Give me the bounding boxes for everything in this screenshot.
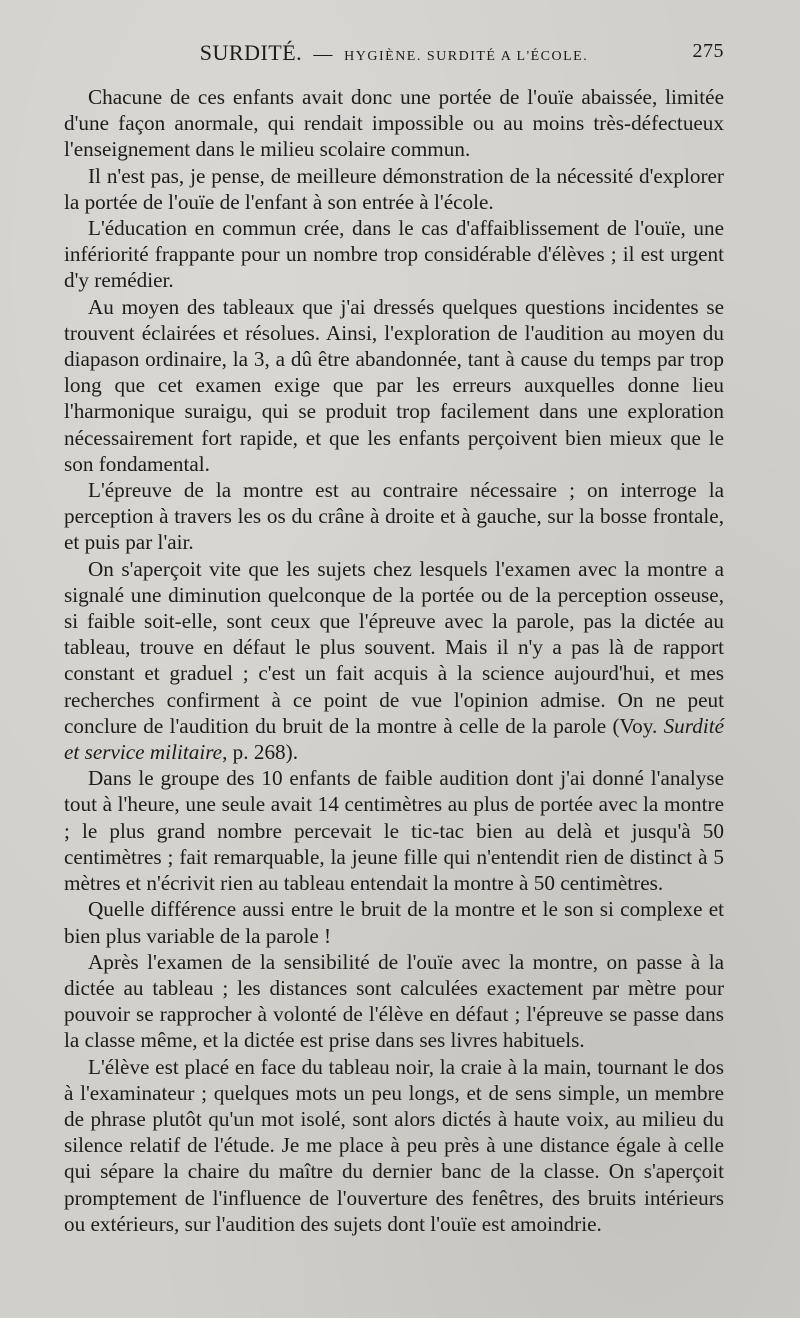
paragraph-3: L'éducation en commun crée, dans le cas d'affaiblissement de l'ouïe, une infériorité frappante pour un nombre trop considérable d'élèves ; il est urgent d'y remédier. [64, 216, 724, 293]
running-head [64, 40, 724, 70]
paragraph-7: Dans le groupe des 10 enfants de faible audition dont j'ai donné l'analyse tout à l'heure, une seule avait 14 centimètres au plus de portée avec la montre ; le plus grand nombre percevait le tic-tac bien au delà et jusqu'à 50 centimètres ; fait remarquable, la jeune fille qui n'entendit rien de distinct à 5 mètres et n'écrivit rien au tableau entendait la montre à 50 centimètres. [64, 766, 724, 896]
paragraph-6-text: On s'aperçoit vite que les sujets chez lesquels l'examen avec la montre a signalé une diminution quelconque de la portée ou de la perception osseuse, si faible soit-elle, sont ceux que l'épreuve avec la parole, pas la dictée au tableau, trouve en défaut le plus souvent. Mais il n'y a pas là de rapport constant et graduel ; c'est un fait acquis à la science aujourd'hui, et mes recherches confirment à ce point de vue l'opinion admise. On ne peut conclure de l'audition du bruit de la montre à celle de la parole (Voy. [64, 556, 724, 738]
paragraph-6-text-end: , p. 268). [222, 740, 298, 765]
running-head-dash: — [313, 44, 333, 65]
paragraph-2: Il n'est pas, je pense, de meilleure démonstration de la nécessité d'explorer la portée de l'ouïe de l'enfant à son entrée à l'école. [64, 163, 724, 214]
running-head-title: SURDITÉ. [199, 40, 303, 65]
paragraph-5: L'épreuve de la montre est au contraire nécessaire ; on interroge la perception à travers les os du crâne à droite et à gauche, sur la bosse frontale, et puis par l'air. [64, 478, 724, 555]
paragraph-10: L'élève est placé en face du tableau noir, la craie à la main, tournant le dos à l'examinateur ; quelques mots un peu longs, et de sens simple, un membre de phrase plutôt qu'un mot isolé, sont alors dictés à haute voix, au milieu du silence relatif de l'étude. Je me place à peu près à une distance égale à celle qui sépare la chaire du maître du dernier banc de la classe. On s'aperçoit promptement de l'influence de l'ouverture des fenêtres, des bruits intérieurs ou extérieurs, sur l'audition des sujets dont l'ouïe est amoindrie. [64, 1054, 724, 1236]
body-text [64, 84, 724, 1237]
paragraph-1: Chacune de ces enfants avait donc une portée de l'ouïe abaissée, limitée d'une façon anormale, qui rendait impossible ou au moins très-défectueux l'enseignement dans le milieu scolaire commun. [64, 85, 724, 162]
paragraph-6 [64, 556, 724, 766]
paragraph-4: Au moyen des tableaux que j'ai dressés quelques questions incidentes se trouvent éclairées et résolues. Ainsi, l'exploration de l'audition au moyen du diapason ordinaire, la 3, a dû être abandonnée, tant à cause du temps par trop long que cet examen exige que par les erreurs auxquelles donne lieu l'harmonique suraigu, qui se produit trop facilement dans une exploration nécessairement fort rapide, et que les enfants perçoivent bien mieux que le son fondamental. [64, 294, 724, 476]
citation-title: Surdité et service militaire [64, 713, 724, 765]
paragraph-8: Quelle différence aussi entre le bruit de la montre et le son si complexe et bien plus variable de la parole ! [64, 897, 724, 948]
running-head-subtitle: HYGIÈNE. SURDITÉ A L'ÉCOLE. [344, 49, 589, 64]
paragraph-9: Après l'examen de la sensibilité de l'ouïe avec la montre, on passe à la dictée au tableau ; les distances sont calculées exactement par mètre pour pouvoir se rapprocher à volonté de l'élève en défaut ; l'épreuve se passe dans la classe même, et la dictée est prise dans ses livres habituels. [64, 949, 724, 1053]
page-number: 275 [692, 40, 724, 62]
